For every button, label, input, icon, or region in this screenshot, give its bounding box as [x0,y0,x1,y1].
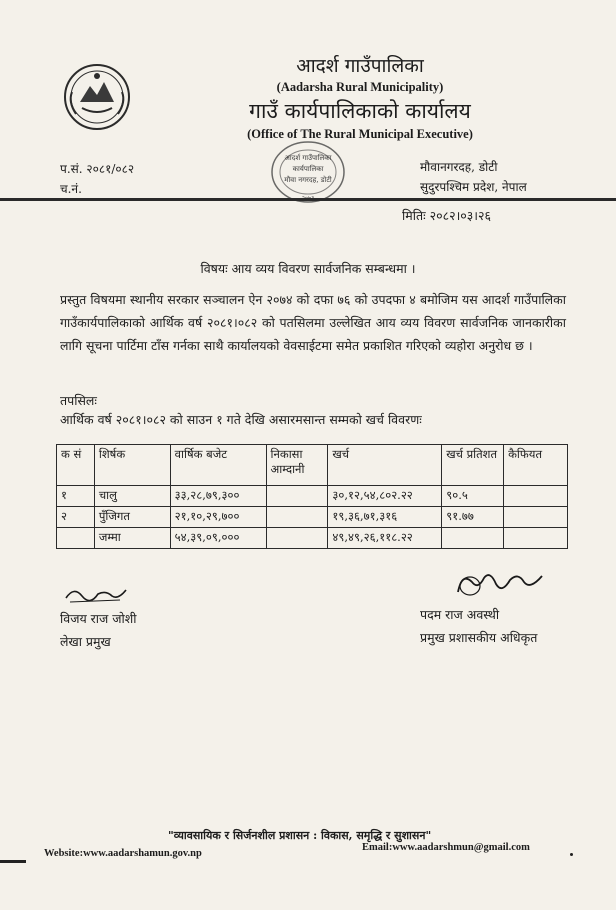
office-name-np: गाउँ कार्यपालिकाको कार्यालय [249,99,471,123]
footer-website: Website:www.aadarshamun.gov.np [44,848,202,859]
detail-description: आर्थिक वर्ष २०८१।०८२ को साउन १ गते देखि असारमसान्त सम्मको खर्च विवरणः [60,412,422,427]
table-cell [442,528,504,549]
col-header-percent: खर्च प्रतिशत [442,445,504,486]
table-cell [266,528,328,549]
table-cell: ३३,२८,७९,३०० [170,486,266,507]
table-cell: २१,१०,२९,७०० [170,507,266,528]
signatory-left-role: लेखा प्रमुख [60,634,111,649]
col-header-title: शिर्षक [94,445,170,486]
table-cell: १९,३६,७१,३१६ [328,507,442,528]
subject-line: विषयः आय व्यय विवरण सार्वजनिक सम्बन्धमा । [200,261,416,276]
col-header-expense: खर्च [328,445,442,486]
table-cell [266,486,328,507]
signatory-right-name: पदम राज अवस्थी [420,607,500,622]
table-cell: ३०,१२,५४,८०२.२२ [328,486,442,507]
table-cell: चालु [94,486,170,507]
table-row [57,507,568,528]
col-header-sn: क सं [57,445,95,486]
nepal-emblem-icon [62,62,132,132]
footer-email: Email:www.aadarshmun@gmail.com [362,842,530,853]
municipality-name-np: आदर्श गाउँपालिका [296,55,424,77]
signatory-right-role: प्रमुख प्रशासकीय अधिकृत [420,630,538,645]
table-cell [504,528,568,549]
col-header-budget: वार्षिक बजेट [170,445,266,486]
body-paragraph: प्रस्तुत विषयमा स्थानीय सरकार सञ्चालन ऐन २०७४ को दफा ७६ को उपदफा ४ बमोजिम यस आदर्श गाउँपालिका गाउँकार्यपालिकाको आर्थिक वर्ष २०८१।०८२ को पतसिलमा उल्लेखित आय व्यय विवरण सार्वजनिक जानकारीका लागि सूचना पार्टिमा टाँस गर्नका साथै कार्यालयको वेवसाईटमा समेत प्रकाशित गरिएको व्यहोरा अनुरोध छ । [60,292,566,353]
signature-right-icon [450,568,550,602]
col-header-release: निकासा आम्दानी [266,445,328,486]
footer-motto: "व्यावसायिक र सिर्जनशील प्रशासन : विकास, समृद्धि र सुशासन" [168,829,432,842]
signature-block-right [420,568,570,646]
address-line-2: सुदुरपश्चिम प्रदेश, नेपाल [420,180,527,194]
table-cell: ४९,४९,२६,११८.२२ [328,528,442,549]
table-cell [266,507,328,528]
signatory-left-name: विजय राज जोशी [60,611,137,626]
footer-dot [570,853,573,856]
table-cell [504,486,568,507]
stamp-text-bottom: मौवा नगरदह, डोटी [284,176,332,184]
stamp-text-top: आदर्श गाउँपालिका [284,154,332,162]
detail-label: तपसिलः [60,393,97,408]
table-cell: १ [57,486,95,507]
table-row [57,486,568,507]
expenditure-table [56,444,568,549]
address-line-1: मौवानगरदह, डोटी [420,160,498,174]
table-cell: पुँजिगत [94,507,170,528]
signature-left-icon [60,584,140,606]
letter-date: मितिः २०८२।०३।२६ [402,208,492,223]
letter-number: प.सं. २०८१/०८२ [60,162,135,176]
table-total-row [57,528,568,549]
col-header-remarks: कैफियत [504,445,568,486]
table-cell: ९०.५ [442,486,504,507]
table-cell: जम्मा [94,528,170,549]
municipality-name-en: (Aadarsha Rural Municipality) [276,80,444,94]
footer-dash [0,860,26,863]
table-cell [57,528,95,549]
dispatch-number: च.नं. [60,182,82,196]
office-name-en: (Office of The Rural Municipal Executive) [247,127,473,141]
table-cell: ५४,३९,०९,००० [170,528,266,549]
header-divider [0,198,616,201]
table-cell [504,507,568,528]
table-cell: २ [57,507,95,528]
table-header-row [57,445,568,486]
signature-block-left [60,584,180,650]
table-cell: ९१.७७ [442,507,504,528]
stamp-text-mid: कार्यपालिका [292,165,324,173]
